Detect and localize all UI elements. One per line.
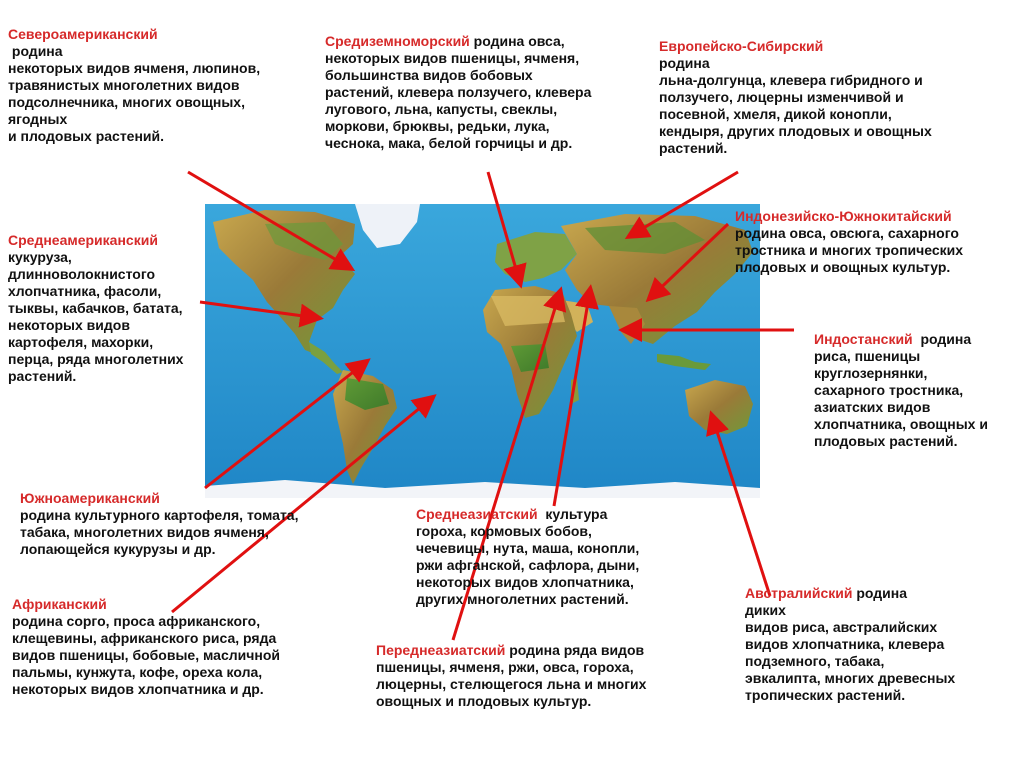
center-indonesian-south-chinese	[735, 208, 963, 276]
center-title: Среднеамериканский	[8, 232, 158, 248]
center-description: родина льна-долгунца, клевера гибридного и ползучего, люцерны изменчивой и посевной, хмеля, дикой конопли, кендыря, других плодовых и овощных растений.	[659, 55, 932, 156]
center-description: родина диких видов риса, австралийских видов хлопчатника, клевера подземного, табака, эвкалипта, многих древесных тропических растений.	[745, 585, 956, 703]
center-near-eastern	[376, 642, 646, 710]
center-australian	[745, 585, 955, 704]
center-central-american	[8, 232, 183, 385]
center-description: культура гороха, кормовых бобов, чечевицы, нута, маша, конопли, ржи афганской, сафлора, дыни, некоторых видов хлопчатника, других многолетних растений.	[416, 506, 640, 607]
center-description: родина некоторых видов ячменя, люпинов, травянистых многолетних видов подсолнечника, многих овощных, ягодных и плодовых растений.	[8, 43, 261, 144]
center-description: родина овса, овсюга, сахарного тростника и многих тропических плодовых и овощных культур.	[735, 225, 964, 275]
center-title: Австралийский	[745, 585, 853, 601]
center-central-asian	[416, 506, 639, 608]
center-title: Европейско-Сибирский	[659, 38, 824, 54]
center-description: родина риса, пшеницы круглозернянки, сахарного тростника, азиатских видов хлопчатника, овощных и плодовых растений.	[814, 331, 988, 449]
center-title: Индонезийско-Южнокитайский	[735, 208, 952, 224]
center-euro-siberian	[659, 38, 932, 157]
center-title: Среднеазиатский	[416, 506, 538, 522]
center-hindustan	[814, 331, 988, 450]
center-title: Переднеазиатский	[376, 642, 506, 658]
center-title: Африканский	[12, 596, 107, 612]
center-title: Североамериканский	[8, 26, 158, 42]
center-title: Индостанский	[814, 331, 913, 347]
center-description: кукуруза, длинноволокнистого хлопчатника, фасоли, тыквы, кабачков, батата, некоторых видов картофеля, махорки, перца, ряда многолетних растений.	[8, 249, 184, 384]
center-description: родина овса, некоторых видов пшеницы, ячменя, большинства видов бобовых растений, клевера ползучего, клевера лугового, льна, капусты, свеклы, моркови, брюквы, редьки, лука, чеснока, мака, белой горчицы и др.	[325, 33, 592, 151]
center-mediterranean	[325, 33, 591, 152]
center-description: родина сорго, проса африканского, клещевины, африканского риса, ряда видов пшеницы, бобовые, масличной пальмы, кунжута, кофе, ореха кола, некоторых видов хлопчатника и др.	[12, 613, 280, 697]
center-african	[12, 596, 280, 698]
center-north-american	[8, 26, 260, 145]
center-title: Средиземноморский	[325, 33, 470, 49]
center-title: Южноамериканский	[20, 490, 160, 506]
world-map	[205, 204, 760, 498]
center-south-american	[20, 490, 298, 558]
center-description: родина культурного картофеля, томата, табака, многолетних видов ячменя, лопающейся кукурузы и др.	[20, 507, 299, 557]
center-description: родина ряда видов пшеницы, ячменя, ржи, овса, гороха, люцерны, стелющегося льна и многих овощных и плодовых культур.	[376, 642, 647, 709]
